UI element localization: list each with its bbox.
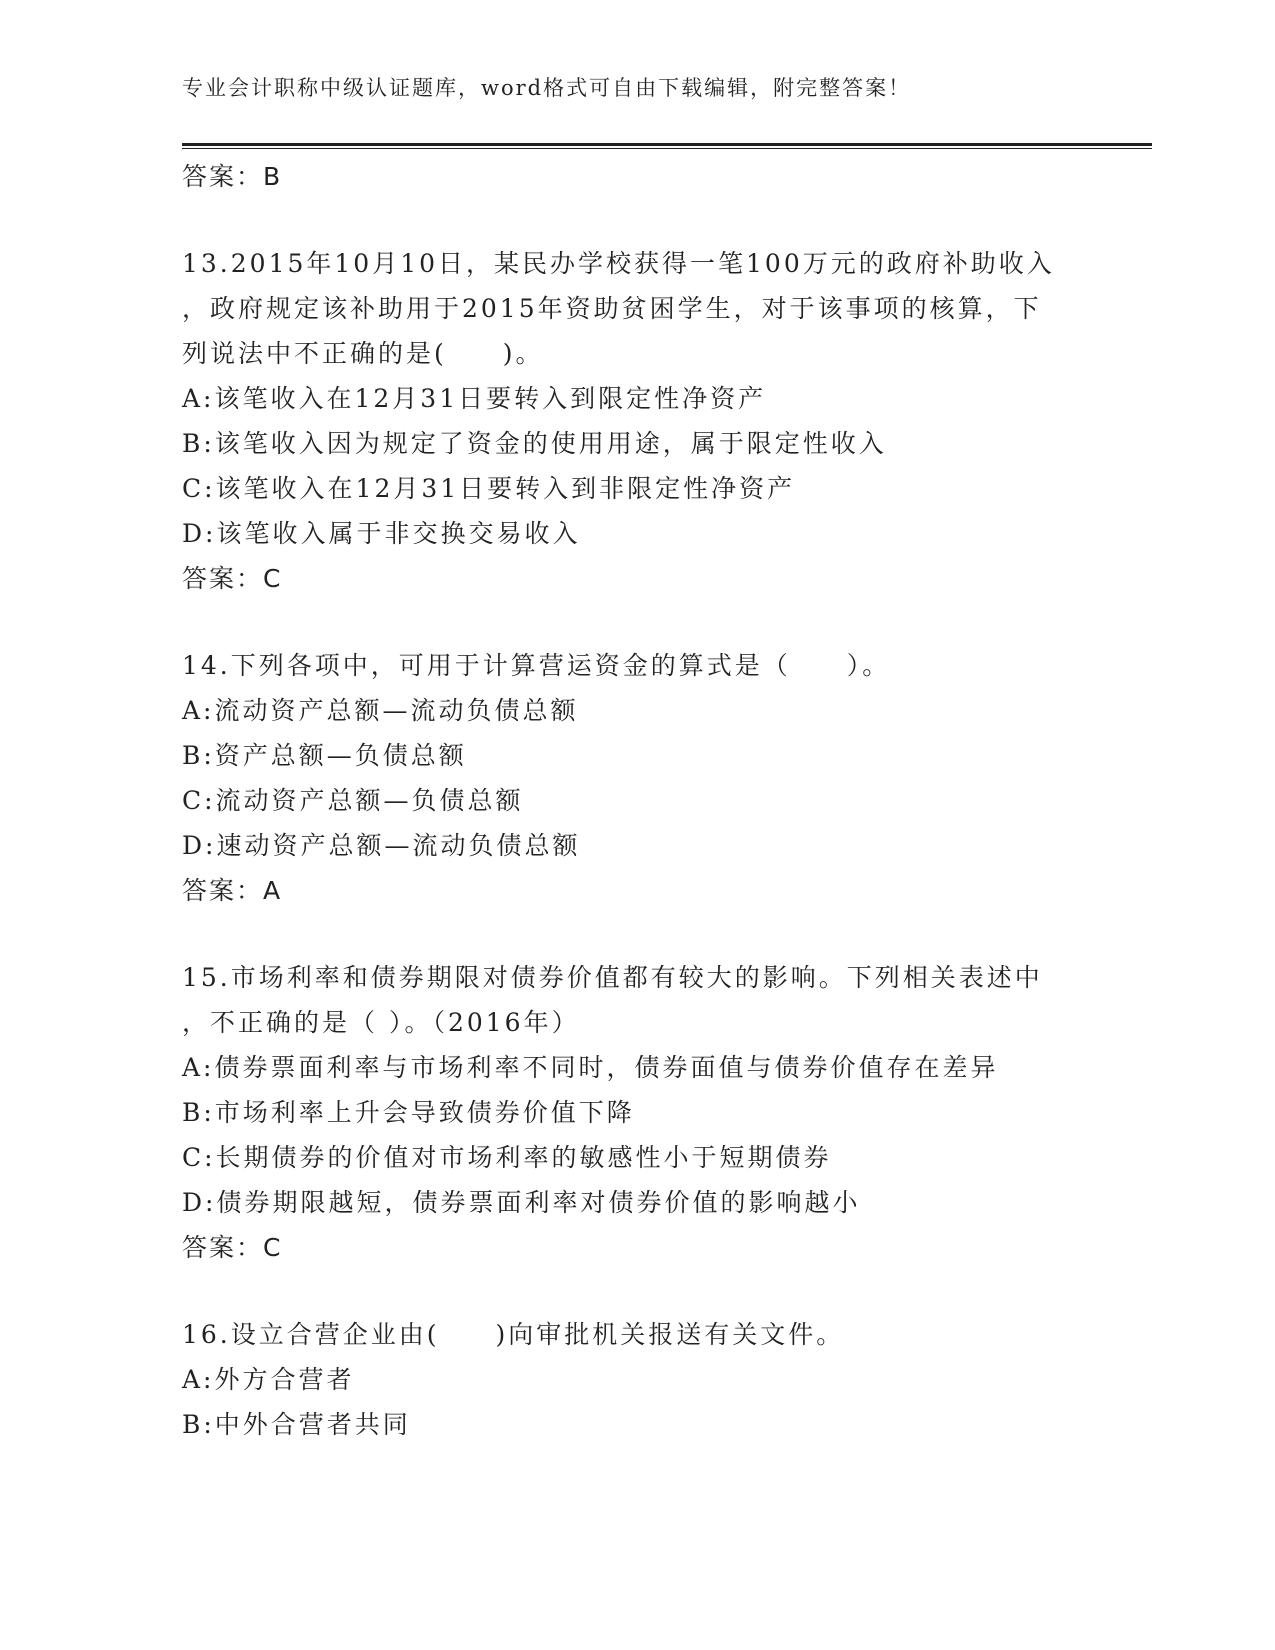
option-d: D:该笔收入属于非交换交易收入 [182,519,581,548]
question-text-line: 13.2015年10月10日，某民办学校获得一笔100万元的政府补助收入 [182,249,1055,278]
question-15 [182,955,1102,1270]
option-b: B:中外合营者共同 [182,1410,411,1439]
answer: 答案：C [182,564,283,593]
question-text-line: 15.市场利率和债券期限对债券价值都有较大的影响。下列相关表述中 [182,963,1043,992]
option-b: B:该笔收入因为规定了资金的使用用途，属于限定性收入 [182,429,887,458]
header-rule-thick [182,143,1152,146]
page-header: 专业会计职称中级认证题库，word格式可自由下载编辑，附完整答案！ [182,76,912,100]
spacer [182,913,1102,955]
question-text-line: ，政府规定该补助用于2015年资助贫困学生，对于该事项的核算，下 [182,294,1042,323]
spacer [182,1270,1102,1312]
question-text-line: 14.下列各项中，可用于计算营运资金的算式是（ ）。 [182,651,891,680]
answer: 答案：C [182,1233,283,1262]
option-a: A:债券票面利率与市场利率不同时，债券面值与债券价值存在差异 [182,1053,999,1082]
option-c: C:该笔收入在12月31日要转入到非限定性净资产 [182,474,796,503]
option-d: D:速动资产总额—流动负债总额 [182,831,581,860]
spacer [182,199,1102,241]
question-text-line: ，不正确的是（ ）。（2016年） [182,1008,580,1037]
option-a: A:该笔收入在12月31日要转入到限定性净资产 [182,384,767,413]
question-text-line: 16.设立合营企业由( )向审批机关报送有关文件。 [182,1320,845,1349]
option-c: C:长期债券的价值对市场利率的敏感性小于短期债券 [182,1143,832,1172]
question-14 [182,643,1102,913]
answer: 答案：A [182,876,283,905]
option-d: D:债券期限越短，债券票面利率对债券价值的影响越小 [182,1188,861,1217]
option-c: C:流动资产总额—负债总额 [182,786,524,815]
question-16 [182,1312,1102,1447]
document-body [182,154,1102,1447]
question-13 [182,241,1102,601]
option-b: B:市场利率上升会导致债券价值下降 [182,1098,635,1127]
answer-prev: 答案：B [182,162,283,191]
header-rule-thin [182,148,1152,149]
question-text-line: 列说法中不正确的是( )。 [182,339,544,368]
option-a: A:外方合营者 [182,1365,355,1394]
spacer [182,601,1102,643]
option-b: B:资产总额—负债总额 [182,741,467,770]
option-a: A:流动资产总额—流动负债总额 [182,696,579,725]
